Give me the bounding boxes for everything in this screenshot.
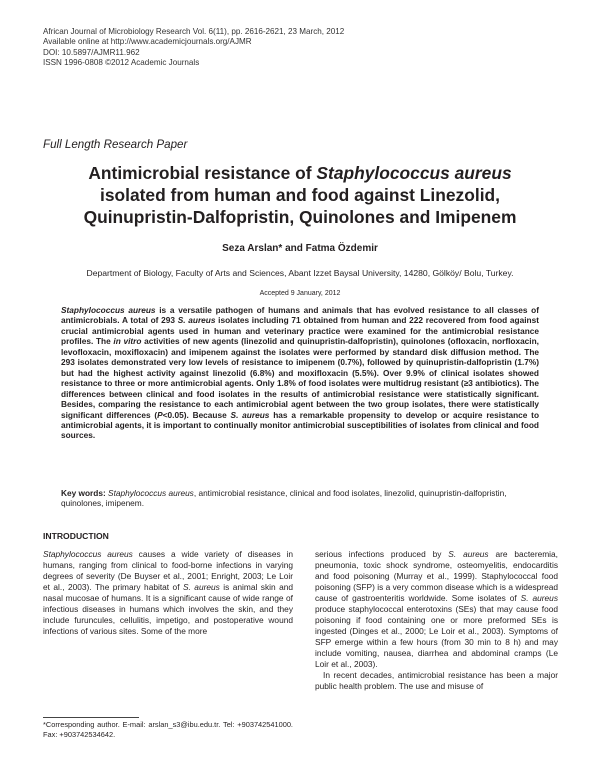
intro-paragraph-1-cont: [315, 549, 558, 669]
paper-title: [40, 162, 560, 228]
abstract-text-5: has a remarkable propensity to develop or acquire resistance to antimicrobial agents, it is important to continually monitor antimicrobial susceptibilities of isolates from clinical and food sources.: [61, 409, 540, 441]
abstract-text-3: activities of new agents (linezolid and quinupristin-dalfopristin), quinolones (ofloxacin, norfloxacin, levofloxacin, moxifloxacin) and imipenem against the isolates were performed by standard disk diffusion method. The 293 isolates demonstrated very low levels of resistance to imipenem (0.7%), followed by quinupristin-dalfopristin (1.7%) but had the highest activity against linezolid (6.8%) and moxifloxacin (5.5%). Over 9.9% of clinical isolates showed resistance to three or more antimicrobial agents. Only 1.8% of food isolates were multidrug resistant (≥3 antibiotics). The differences between clinical and food isolates in the results of antimicrobial resistance were statistically significant. Besides, comparing the resistance to each antimicrobial agent between the two group isolates, there were statistically significant differences (: [61, 336, 539, 420]
affiliation: Department of Biology, Faculty of Arts and Sciences, Abant Izzet Baysal University, 14280, Gölköy/ Bolu, Turkey.: [86, 268, 514, 278]
abstract-organism-2: S. aureus: [177, 315, 216, 326]
authors: Seza Arslan* and Fatma Özdemir: [222, 243, 378, 254]
abstract-text-4: <0.05). Because: [162, 409, 231, 420]
introduction-left-column: [43, 549, 293, 637]
title-organism: Staphylococcus aureus: [316, 163, 512, 183]
abstract: [61, 305, 539, 441]
title-line3: Quinupristin-Dalfopristin, Quinolones and Imipenem: [83, 207, 517, 227]
abstract-text-2: isolates including 71 obtained from human and 222 recovered from food against crucial antimicrobial agents used in human and veterinary practice were examined for the antimicrobial resistance profiles. The: [61, 315, 539, 347]
intro-organism-2: S. aureus: [182, 581, 220, 592]
corresponding-author-footnote: *Corresponding author. E-mail: arslan_s3@ibu.edu.tr. Tel: +903742541000. Fax: +903742534642.: [43, 720, 293, 739]
abstract-organism-1: Staphylococcus aureus: [61, 305, 156, 315]
introduction-right-column: [315, 549, 558, 692]
intro-text-2: is animal skin and nasal mucosae of humans. It is a significant cause of wide range of infectious diseases in humans which involves the skin, and they include furuncules, cellulitis, impetigo, and postoperative wound infections of various sites. Some of the more: [43, 581, 294, 636]
abstract-organism-3: S. aureus: [230, 409, 270, 420]
journal-issn: ISSN 1996-0808 ©2012 Academic Journals: [43, 58, 200, 68]
journal-header: [43, 27, 344, 69]
accepted-date: Accepted 9 January, 2012: [259, 290, 341, 297]
intro-right-organism-1: S. aureus: [448, 549, 489, 559]
journal-doi: DOI: 10.5897/AJMR11.962: [43, 47, 140, 57]
keywords-organism: Staphylococcus aureus: [108, 488, 194, 498]
intro-right-text-2: are bacteremia, pneumonia, toxic shock syndrome, osteomyelitis, endocarditis and food poisoning (Murray et al., 1999). Staphylococcal food poisoning (SFP) is a very common disease which is a widespread cause of gastroenteritis worldwide. Some isolates of: [315, 549, 558, 603]
keywords-text: , antimicrobial resistance, clinical and food isolates, linezolid, quinupristin-dalfopristin, quinolones, imipenem.: [61, 488, 507, 509]
title-part1: Antimicrobial resistance of: [88, 163, 317, 183]
footnote-divider: [43, 717, 139, 718]
keywords: [61, 488, 539, 509]
abstract-text-1: is a versatile pathogen of humans and animals that has evolved resistance to all classes of antimicrobials. A total of 293: [61, 305, 539, 326]
intro-right-organism-2: S. aureus: [520, 592, 558, 603]
keywords-label: Key words:: [61, 488, 106, 498]
introduction-heading: INTRODUCTION: [43, 531, 109, 541]
intro-right-text-3: produce staphylococcal enterotoxins (SEs) that may cause food poisoning if food containing one or more preformed SEs is ingested (Dinges et al., 2000; Le Loir et al., 2003). Symptoms of SFP emerge within a few hours (from 30 min to 8 h) and may include vomiting, nausea, diarrhea and abdominal cramps (Le Loir et al., 2003).: [315, 603, 558, 669]
intro-paragraph-1: [43, 549, 293, 637]
journal-url: Available online at http://www.academicjournals.org/AJMR: [43, 37, 252, 47]
abstract-p-value: P: [157, 409, 163, 420]
intro-text-1: causes a wide variety of diseases in humans, ranging from clinical to food-borne infections in varying degrees of severity (De Buyser et al., 2001; Enright, 2003; Le Loir et al., 2003). The primary habitat of: [43, 549, 293, 592]
title-line2: isolated from human and food against Linezolid,: [99, 185, 500, 205]
intro-paragraph-2: In recent decades, antimicrobial resistance has been a major public health problem. The use and misuse of: [315, 670, 558, 692]
paper-type: Full Length Research Paper: [43, 138, 188, 151]
journal-citation: African Journal of Microbiology Research Vol. 6(11), pp. 2616-2621, 23 March, 2012: [43, 27, 345, 36]
intro-right-text-1: serious infections produced by: [315, 549, 449, 559]
abstract-in-vitro: in vitro: [113, 336, 142, 347]
intro-organism-1: Staphylococcus aureus: [43, 549, 133, 559]
